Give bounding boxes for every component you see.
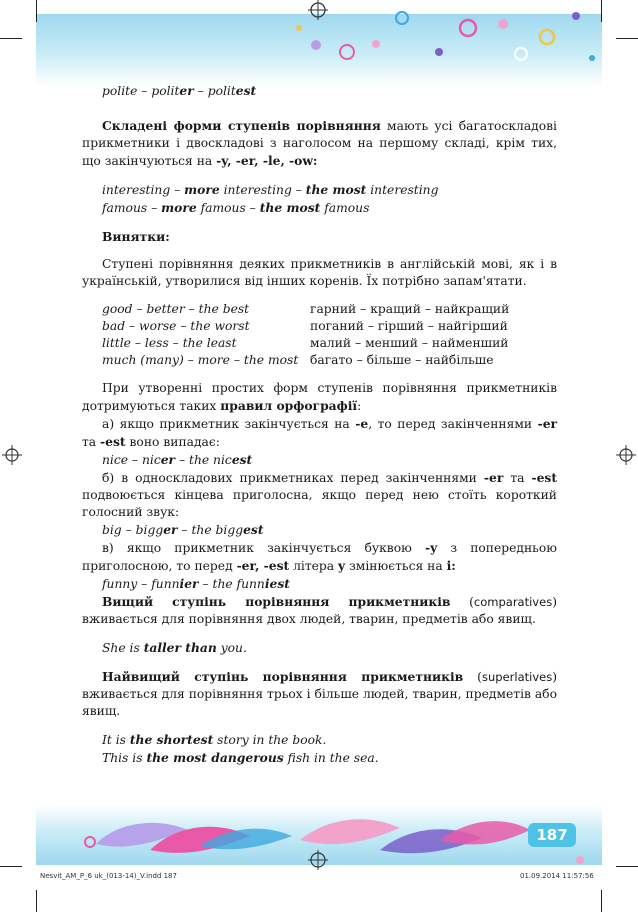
text-fragment: ( (450, 595, 474, 609)
main-text (82, 82, 557, 767)
text-fragment: interesting (366, 183, 439, 197)
text-fragment: -est (100, 434, 126, 449)
text-fragment: – polit (193, 84, 236, 98)
irregular-row (82, 301, 557, 318)
text-fragment: comparatives (473, 595, 553, 609)
text-fragment: est (231, 452, 253, 467)
text-fragment: est (243, 522, 264, 537)
text-fragment: She is (102, 641, 144, 655)
text-fragment: -er (537, 416, 557, 431)
example-dangerous (82, 749, 557, 767)
text-fragment: Найвищий ступінь порівняння прикметників (102, 669, 464, 684)
text-fragment: : (357, 399, 362, 413)
text-fragment: та (503, 471, 532, 485)
ukrainian-forms: малий – менший – найменший (310, 336, 509, 350)
text-fragment: -e (355, 416, 369, 431)
registration-mark-left (2, 445, 22, 465)
text-fragment: er (163, 522, 178, 537)
crop-mark (616, 38, 638, 39)
text-fragment: -y (424, 540, 438, 555)
text-fragment: -y, -er, -le, -ow: (216, 153, 318, 168)
irregular-row (82, 318, 557, 335)
text-fragment: ) вживається для порівняння двох людей, тварин, предметів або явищ. (82, 595, 557, 626)
text-fragment: та (82, 435, 101, 449)
text-fragment: interesting – (102, 183, 185, 197)
text-fragment: superlatives (481, 670, 553, 684)
rule-a (82, 415, 557, 451)
text-fragment: the most (305, 182, 367, 197)
crop-mark (601, 890, 602, 912)
text-fragment: Вищий ступінь порівняння прикметників (102, 594, 451, 609)
text-fragment: est (235, 83, 257, 98)
text-fragment: It is (102, 733, 130, 747)
text-fragment: the most dangerous (146, 750, 284, 765)
text-fragment: подвоюється кінцева приголосна, якщо перед нею стоїть короткий голосний звук: (82, 488, 557, 519)
text-fragment: а) якщо прикметник закінчується на (102, 417, 356, 431)
text-fragment: polite – polit (102, 84, 180, 98)
text-fragment: story in the book. (213, 733, 327, 747)
rule-b (82, 469, 557, 521)
example-famous (82, 199, 557, 217)
paragraph-irregular: Ступені порівняння деяких прикметників в англійській мові, як і в українській, утворилися від інших коренів. Їх потрібно запам'ятати. (82, 257, 557, 288)
text-fragment: more (161, 200, 197, 215)
page-number: 187 (536, 826, 568, 844)
text-fragment: – the funn (198, 577, 265, 591)
text-fragment: i: (446, 558, 456, 573)
text-fragment: ( (463, 670, 482, 684)
text-fragment: funny – funn (102, 577, 180, 591)
text-fragment: ) вживається для порівняння трьох і більше людей, тварин, предметів або явищ. (82, 670, 557, 718)
text-fragment: При утворенні простих форм ступенів порівняння прикметників дотримуються таких (82, 381, 557, 413)
text-fragment: в) якщо прикметник закінчується буквою (102, 541, 425, 555)
text-fragment: er (160, 452, 176, 467)
text-fragment: This is (102, 751, 147, 765)
text-fragment: iest (264, 576, 290, 591)
text-fragment: -er, -est (236, 558, 290, 573)
paragraph-superlative (82, 668, 557, 720)
example-funny (82, 575, 557, 593)
text-fragment: , то перед закінченнями (368, 417, 538, 431)
text-fragment: – the bigg (177, 523, 244, 537)
registration-mark-right (616, 445, 636, 465)
english-forms: good – better – the best (102, 302, 250, 316)
text-fragment: you. (216, 641, 247, 655)
paragraph-compound-forms (82, 117, 557, 170)
text-fragment: the most (259, 200, 321, 215)
text-fragment: правил орфографії (220, 398, 358, 413)
text-fragment: ier (179, 576, 199, 591)
text-fragment: -er (483, 470, 504, 485)
text-fragment: Складені форми ступенів порівняння (102, 118, 381, 133)
example-shortest (82, 731, 557, 749)
irregular-row (82, 335, 557, 352)
crop-mark (0, 38, 22, 39)
text-fragment: – the nic (175, 453, 232, 467)
paragraph-spelling-rules (82, 380, 557, 415)
crop-mark (601, 0, 602, 22)
example-nice (82, 451, 557, 469)
text-fragment: воно випадає: (125, 435, 220, 449)
text-fragment: -est (531, 470, 558, 485)
crop-mark (36, 0, 37, 22)
english-forms: much (many) – more – the most (102, 353, 299, 367)
text-fragment: the shortest (129, 732, 214, 747)
text-fragment: famous (320, 201, 370, 215)
footer-timestamp: 01.09.2014 11:57:56 (520, 872, 594, 880)
english-forms: bad – worse – the worst (102, 319, 250, 333)
text-fragment: taller than (143, 640, 217, 655)
text-fragment: er (179, 83, 194, 98)
text-fragment: мають усі багатоскладові прикметники і двоскладові з наголосом на першому складі, крім тих, що закінчуються на (82, 119, 557, 168)
text-fragment: famous – (102, 201, 162, 215)
text-fragment: more (184, 182, 220, 197)
text-fragment: interesting – (219, 183, 306, 197)
example-polite (82, 82, 557, 100)
example-interesting (82, 181, 557, 199)
text-fragment: б) в односкладових прикметниках перед закінченнями (102, 471, 484, 485)
text-fragment: big – bigg (102, 523, 164, 537)
text-fragment: nice – nic (102, 453, 161, 467)
text-fragment: fish in the sea. (283, 751, 379, 765)
irregular-row (82, 352, 557, 369)
example-taller (82, 639, 557, 657)
paragraph-comparative (82, 593, 557, 628)
footer-file-name: Nesvit_AM_P_6 uk_(013-14)_V.indd 187 (40, 872, 177, 880)
ukrainian-forms: поганий – гірший – найгірший (310, 319, 508, 333)
crop-mark (36, 890, 37, 912)
text-fragment: з попередньою приголосною, то перед (82, 541, 557, 573)
ukrainian-forms: багато – більше – найбільше (310, 353, 494, 367)
text-fragment: змінюється на (345, 559, 447, 573)
english-forms: little – less – the least (102, 336, 237, 350)
rule-c (82, 539, 557, 575)
exceptions-title: Винятки: (102, 229, 170, 244)
example-big (82, 521, 557, 539)
text-fragment: famous – (196, 201, 260, 215)
ukrainian-forms: гарний – кращий – найкращий (310, 302, 510, 316)
text-fragment: y (338, 558, 346, 573)
text-fragment: літера (289, 559, 339, 573)
